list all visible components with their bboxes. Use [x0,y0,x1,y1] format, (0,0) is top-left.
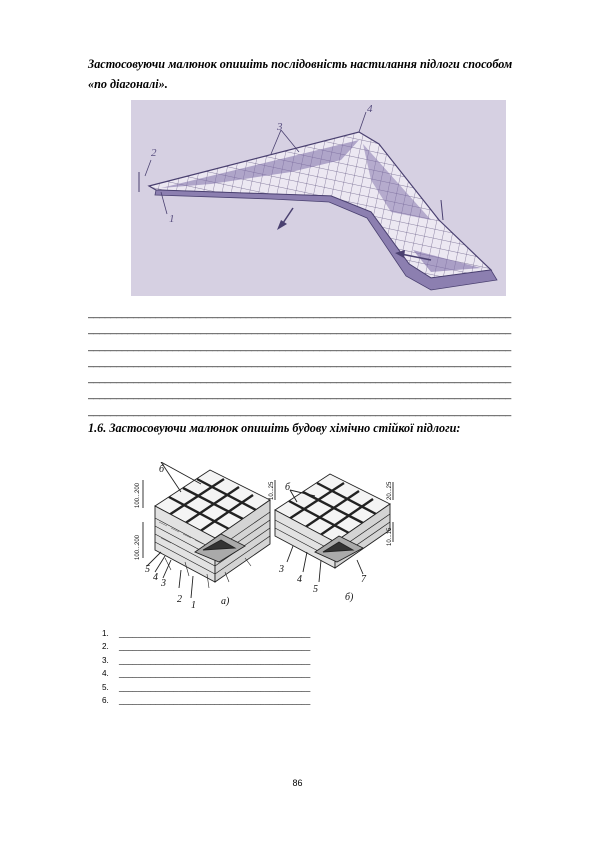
fig2-dim-4: 20...25 [387,481,393,500]
answer-line[interactable]: __________________________________________ [119,655,311,665]
list-item[interactable] [102,667,310,680]
chemical-floor-figure [125,462,415,612]
fig2-dim-5: 10...15 [387,527,393,546]
list-item[interactable] [102,681,310,694]
fig2a-caption: a) [221,596,230,607]
answer-line[interactable]: ___________________________________________________________________________ [88,388,511,401]
answer-line[interactable]: ___________________________________________________________________________ [88,372,511,385]
page-number: 86 [292,778,303,788]
fig2a-label-3: 3 [161,578,166,589]
list-number: 6. [102,696,109,706]
answer-line[interactable]: __________________________________________ [119,696,311,706]
answer-line[interactable]: __________________________________________ [119,669,311,679]
diagonal-floor-figure [131,100,506,296]
task-1-title: Застосовуючи малюнок опишіть послідовність настилання підлоги способом «по діагоналі». [88,57,513,91]
fig2b-label-3: 3 [279,564,284,575]
list-item[interactable] [102,640,310,653]
list-number: 3. [102,655,109,665]
fig2a-label-1: 1 [191,600,196,611]
fig2a-label-b: б [159,464,165,475]
fig2-dim-1: 100...200 [135,482,141,508]
task-2-title: 1.6. Застосовуючи малюнок опишіть будову хімічно стійкої підлоги: [88,421,461,435]
fig2b-label-b: б [285,482,291,493]
fig2a-label-2: 2 [177,594,182,605]
fig2-dim-3: 10...25 [269,481,275,500]
answer-line[interactable]: __________________________________________ [119,629,311,638]
list-item[interactable] [102,654,310,667]
list-number: 2. [102,642,109,652]
list-item[interactable] [102,627,310,640]
answer-line[interactable]: ___________________________________________________________________________ [88,323,511,336]
fig1-label-3: 3 [277,121,283,133]
answer-line[interactable]: __________________________________________ [119,682,311,692]
fig2b-label-7: 7 [361,574,366,585]
fig1-label-2: 2 [151,147,157,159]
fig2b-caption: б) [345,592,354,603]
answer-list-2 [102,627,310,707]
answer-line[interactable]: __________________________________________ [119,642,311,652]
list-number: 5. [102,682,109,692]
list-number: 1. [102,629,109,638]
list-item[interactable] [102,694,310,707]
list-number: 4. [102,669,109,679]
answer-line[interactable]: ___________________________________________________________________________ [88,307,511,319]
fig2b-label-5: 5 [313,584,318,595]
fig2-dim-2: 100...200 [135,534,141,560]
fig2a-label-5: 5 [145,564,150,575]
fig2a-label-4: 4 [153,572,158,583]
fig2b-label-4: 4 [297,574,302,585]
answer-lines-1[interactable] [88,305,550,419]
fig1-label-4: 4 [367,103,373,115]
answer-line[interactable]: ___________________________________________________________________________ [88,355,511,368]
answer-line[interactable]: ___________________________________________________________________________ [88,339,511,352]
fig1-label-1: 1 [169,213,175,225]
answer-line[interactable]: ___________________________________________________________________________ [88,404,511,417]
